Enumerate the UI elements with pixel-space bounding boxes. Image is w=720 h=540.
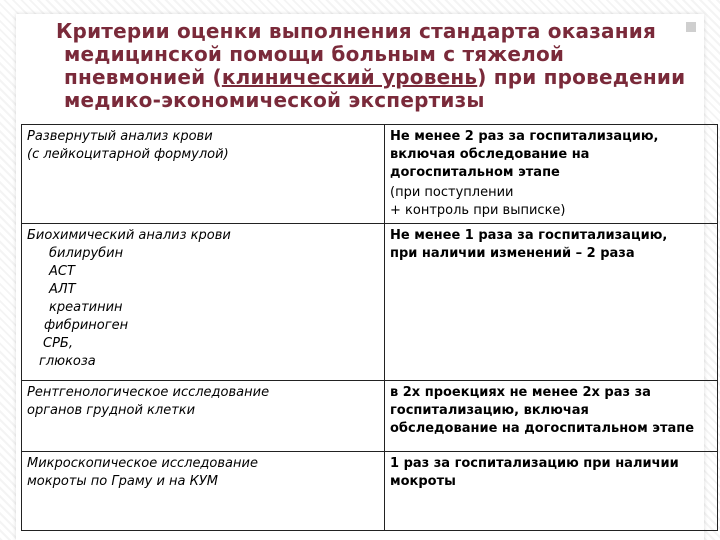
cell-text: Развернутый анализ крови xyxy=(27,129,213,144)
cell-text: обследование на догоспитальном этапе xyxy=(390,421,695,436)
cell-text: + контроль при выписке) xyxy=(390,203,566,218)
table-row xyxy=(22,452,718,531)
criteria-table xyxy=(21,124,718,531)
title-line-3 xyxy=(56,66,696,89)
table-cell-test xyxy=(22,452,385,531)
title-line-4: медико-экономической экспертизы xyxy=(64,88,485,112)
cell-text: 1 раз за госпитализацию при наличии xyxy=(390,456,679,471)
table-cell-test xyxy=(22,224,385,381)
title-line-3-pre: пневмонией ( xyxy=(64,65,222,89)
table-cell-test xyxy=(22,381,385,452)
table-cell-frequency xyxy=(385,224,718,381)
cell-text: Биохимический анализ крови xyxy=(27,228,231,243)
list-item: фибриноген xyxy=(44,318,129,333)
list-item: билирубин xyxy=(49,246,124,261)
table-cell-frequency xyxy=(385,452,718,531)
list-item: креатинин xyxy=(49,300,123,315)
cell-text: Не менее 2 раз за госпитализацию, xyxy=(390,129,659,144)
table-cell-frequency xyxy=(385,125,718,224)
title-line-3-post: ) при проведении xyxy=(477,65,686,89)
cell-text: Рентгенологическое исследование xyxy=(27,385,270,400)
cell-text: Микроскопическое исследование xyxy=(27,456,258,471)
cell-text: (с лейкоцитарной формулой) xyxy=(27,147,229,162)
cell-text: включая обследование на xyxy=(390,147,590,162)
title-underlined-term: клинический уровень xyxy=(221,65,478,89)
table-cell-test xyxy=(22,125,385,224)
list-item: глюкоза xyxy=(39,354,96,369)
table-cell-frequency xyxy=(385,381,718,452)
cell-text: в 2х проекциях не менее 2х раз за xyxy=(390,385,651,400)
cell-text: органов грудной клетки xyxy=(27,403,196,418)
cell-text: госпитализацию, включая xyxy=(390,403,589,418)
table-row xyxy=(22,224,718,381)
title-line-1: Критерии оценки выполнения стандарта оказания xyxy=(56,19,656,43)
table-row xyxy=(22,125,718,224)
slide-title xyxy=(56,20,696,112)
list-item: СРБ, xyxy=(43,336,73,351)
cell-text: мокроты по Граму и на КУМ xyxy=(27,474,219,489)
cell-text: мокроты xyxy=(390,474,456,489)
list-item: АЛТ xyxy=(49,282,76,297)
cell-text: (при поступлении xyxy=(390,185,514,200)
cell-text: Не менее 1 раза за госпитализацию, xyxy=(390,228,668,243)
cell-text: при наличии изменений – 2 раза xyxy=(390,246,635,261)
list-item: АСТ xyxy=(49,264,75,279)
table-row xyxy=(22,381,718,452)
title-line-2: медицинской помощи больным с тяжелой xyxy=(64,42,565,66)
cell-text: догоспитальном этапе xyxy=(390,165,560,180)
